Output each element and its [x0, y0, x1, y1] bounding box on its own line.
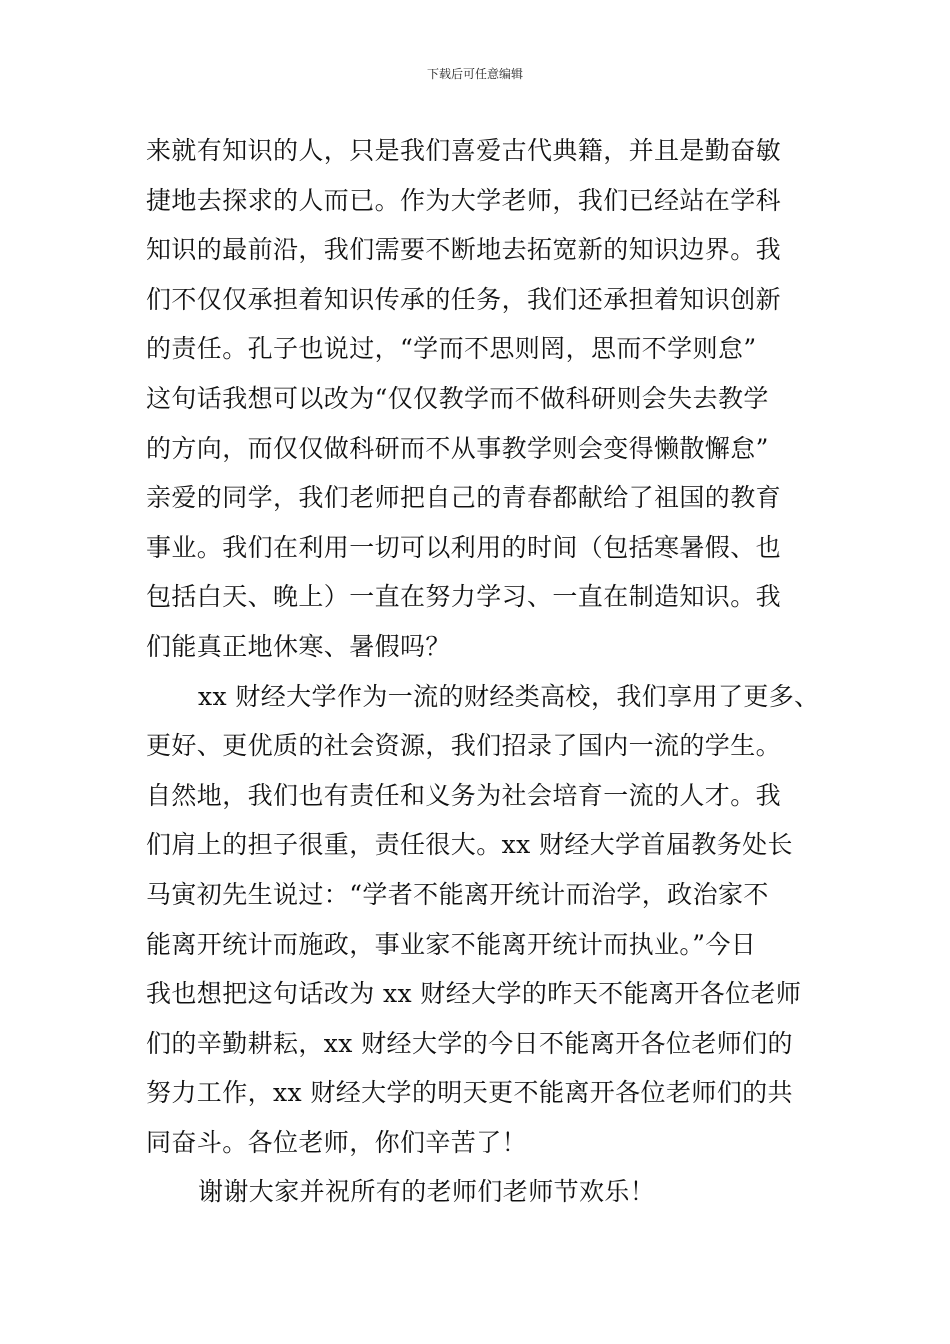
text-line: 我也想把这句话改为 xx 财经大学的昨天不能离开各位老师 [146, 979, 802, 1009]
paragraph-start-line: xx 财经大学作为一流的财经类高校，我们享用了更多、 [198, 681, 820, 711]
text-line: 的责任。孔子也说过，“学而不思则罔，思而不学则怠” [146, 334, 757, 364]
text-line: 们的辛勤耕耘，xx 财经大学的今日不能离开各位老师们的 [146, 1028, 793, 1058]
text-line: 包括白天、晚上）一直在努力学习、一直在制造知识。我 [146, 582, 782, 612]
text-line: 更好、更优质的社会资源，我们招录了国内一流的学生。 [146, 731, 782, 761]
text-line: 的方向，而仅仅做科研而不从事教学则会变得懒散懈怠” [146, 433, 769, 463]
text-line: 自然地，我们也有责任和义务为社会培育一流的人才。我 [146, 780, 782, 810]
text-line: 能离开统计而施政，事业家不能离开统计而执业。”今日 [146, 929, 757, 959]
closing-line: 谢谢大家并祝所有的老师们老师节欢乐！ [198, 1177, 656, 1207]
text-line: 知识的最前沿，我们需要不断地去拓宽新的知识边界。我 [146, 235, 782, 265]
text-line: 亲爱的同学，我们老师把自己的青春都献给了祖国的教育 [146, 483, 782, 513]
text-line: 来就有知识的人，只是我们喜爱古代典籍，并且是勤奋敏 [146, 136, 782, 165]
text-line: 事业。我们在利用一切可以利用的时间（包括寒暑假、也 [146, 532, 782, 562]
text-line: 们能真正地休寒、暑假吗？ [146, 631, 451, 661]
text-line: 马寅初先生说过：“学者不能离开统计而治学，政治家不 [146, 879, 769, 909]
page-header: 下载后可任意编辑 [426, 67, 523, 81]
text-line: 努力工作，xx 财经大学的明天更不能离开各位老师们的共 [146, 1078, 793, 1108]
text-line: 们不仅仅承担着知识传承的任务，我们还承担着知识创新 [146, 284, 782, 314]
text-line: 们肩上的担子很重，责任很大。xx 财经大学首届教务处长 [146, 830, 793, 860]
document-body [146, 126, 836, 1217]
text-line: 捷地去探求的人而已。作为大学老师，我们已经站在学科 [146, 185, 782, 215]
text-line: 这句话我想可以改为“仅仅教学而不做科研则会失去教学 [146, 383, 769, 413]
text-line: 同奋斗。各位老师，你们辛苦了！ [146, 1127, 528, 1157]
